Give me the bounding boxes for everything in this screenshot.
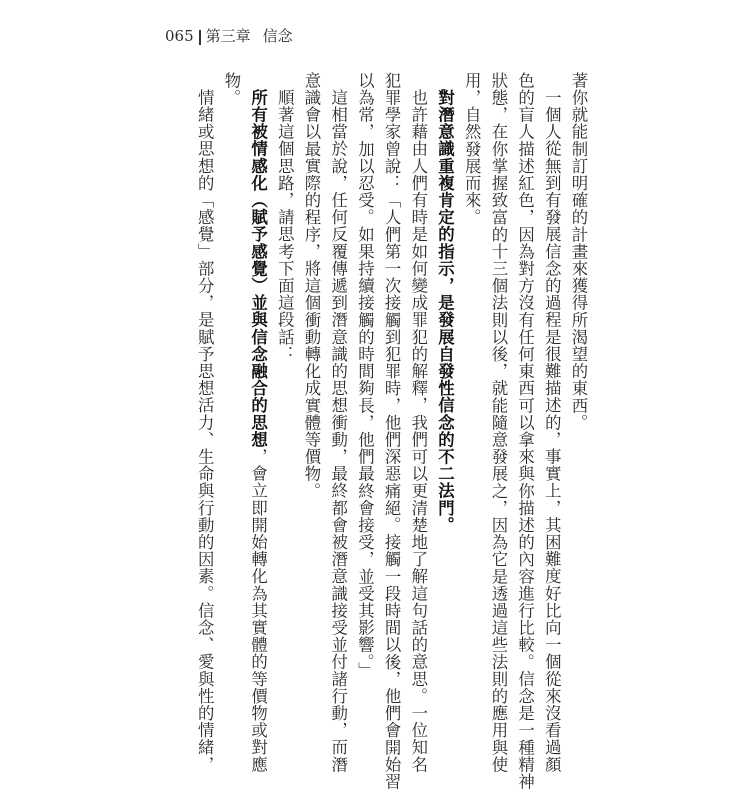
text-column: [538, 89, 565, 773]
text-column: [218, 72, 245, 106]
body-text: 用，自然發展而來。: [462, 72, 482, 226]
body-text: 物。: [221, 72, 241, 107]
bold-text: 所有被情感化（賦予感覺）並與信念融合的思想: [248, 89, 268, 449]
text-column: [512, 72, 539, 790]
text-column: [245, 89, 272, 773]
body-text: 意識會以最實際的程序，將這個衝動轉化成實體等價物。: [302, 72, 321, 500]
text-column: [191, 89, 218, 773]
body-text: 色的盲人描述紅色，因為對方沒有任何東西可以拿來與你描述的內容進行比較。信念是一種精神: [515, 72, 535, 790]
text-column: [271, 89, 298, 363]
text-column: [458, 72, 485, 226]
running-header: [165, 26, 293, 46]
body-text: 也許藉由人們有時是如何變成罪犯的解釋，我們可以更清楚地了解這句話的意思。一位知名: [408, 89, 428, 773]
body-text: 一個人從無到有發展信念的過程是很難描述的，事實上，其困難度好比向一個從來沒看過顏: [542, 89, 562, 773]
chapter-label: 第三章: [205, 27, 251, 45]
page-number: 065: [165, 27, 194, 45]
text-column: [405, 89, 432, 773]
body-text: 狀態，在你掌握致富的十三個法則以後，就能隨意發展之，因為它是透過這些法則的應用與使: [488, 72, 508, 774]
text-column: [432, 89, 459, 534]
text-column: [485, 72, 512, 773]
body-text: 情緒或思想的「感覺」部分，是賦予思想活力、生命與行動的因素。信念、愛與性的情緒，: [195, 89, 215, 773]
body-text: 以為常，加以忍受。如果持續接觸的時間夠長，他們最終會接受，並受其影響。」: [355, 72, 375, 680]
body-text: 這相當於說，任何反覆傳遞到潛意識的思想衝動，最終都會被潛意識接受並付諸行動，而潛: [328, 89, 348, 773]
body-text: 犯罪學家曾說：「人們第一次接觸到犯罪時，他們深惡痛絕。接觸一段時間以後，他們會開始習: [382, 72, 402, 790]
text-column: [565, 72, 592, 431]
body-text: 順著這個思路，請思考下面這段話：: [275, 89, 295, 363]
body-text: 著你就能制訂明確的計畫來獲得所渴望的東西。: [569, 72, 588, 432]
text-column: [351, 72, 378, 679]
text-column: [298, 72, 325, 500]
body-text: ，會立即開始轉化為其實體的等價物或對應: [248, 448, 268, 774]
text-column: [378, 72, 405, 790]
chapter-title: 信念: [262, 27, 293, 45]
header-divider: [199, 30, 201, 45]
bold-text: 對潛意識重複肯定的指示，是發展自發性信念的不二法門。: [435, 89, 455, 534]
text-column: [325, 89, 352, 773]
